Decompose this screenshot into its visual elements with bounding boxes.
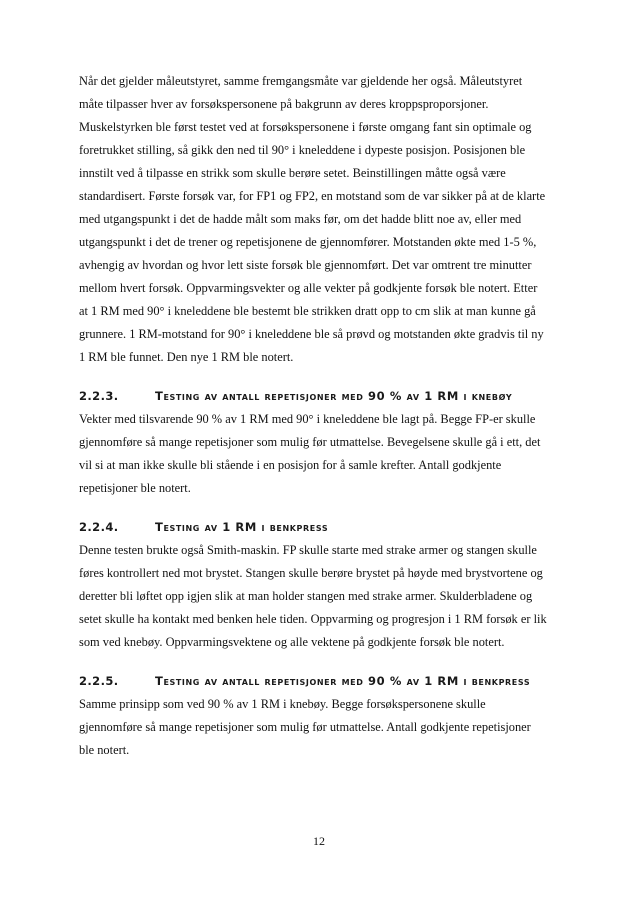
section-heading-2-2-5 bbox=[79, 670, 559, 693]
section-heading-2-2-4 bbox=[79, 516, 559, 539]
section-body-2-2-3: Vekter med tilsvarende 90 % av 1 RM med 90° i kneleddene ble lagt på. Begge FP-er skulle gjennomføre så mange repetisjoner som mulig før utmattelse. Bevegelsene skulle gå i ett, det vil si at man ikke skulle bli stående i en posisjon for å samle krefter. Antall godkjente repetisjoner ble notert. bbox=[79, 412, 541, 495]
section-title: Testing av antall repetisjoner med 90 % av 1 RM i knebøy bbox=[155, 389, 513, 403]
page-number: 12 bbox=[313, 834, 325, 848]
document-page bbox=[79, 70, 559, 762]
section-heading-2-2-3 bbox=[79, 385, 559, 408]
section-number: 2.2.4. bbox=[79, 520, 119, 534]
intro-paragraph: Når det gjelder måleutstyret, samme fremgangsmåte var gjeldende her også. Måleutstyret måte tilpasser hver av forsøkspersonene på bakgrunn av deres kroppsproporsjoner. Muskelstyrken ble først testet ved at forsøkspersonene i første omgang fant sin optimale og foretrukket stilling, så gikk den ned til 90° i kneleddene i dypeste posisjon. Posisjonen ble innstilt ved å tilpasse en strikk som skulle berøre setet. Beinstillingen måtte også være standardisert. Første forsøk var, for FP1 og FP2, en motstand som de var sikker på at de klarte med utgangspunkt i det de hadde målt som maks før, om det hadde blitt noe av, eller med utgangspunkt i det de trener og repetisjonene de gjennomfører. Motstanden økte med 1-5 %, avhengig av hvordan og hvor lett siste forsøk ble gjennomført. Det var omtrent tre minutter mellom hvert forsøk. Oppvarmingsvekter og alle vekter på godkjente forsøk ble notert. Etter at 1 RM med 90° i kneleddene ble bestemt ble strikken dratt opp to cm slik at man kunne gå grunnere. 1 RM-motstand for 90° i kneleddene ble så prøvd og motstanden økte gradvis til ny 1 RM ble funnet. Den nye 1 RM ble notert. bbox=[79, 74, 546, 364]
section-title: Testing av antall repetisjoner med 90 % av 1 RM i benkpress bbox=[155, 674, 531, 688]
section-title: Testing av 1 RM i benkpress bbox=[155, 520, 329, 534]
section-number: 2.2.3. bbox=[79, 389, 119, 403]
section-body-2-2-5: Samme prinsipp som ved 90 % av 1 RM i knebøy. Begge forsøkspersonene skulle gjennomføre så mange repetisjoner som mulig før utmattelse. Antall godkjente repetisjoner ble notert. bbox=[79, 697, 531, 757]
section-body-2-2-4: Denne testen brukte også Smith-maskin. FP skulle starte med strake armer og stangen skulle føres kontrollert ned mot brystet. Stangen skulle berøre brystet på høyde med brystvortene og deretter bli løftet opp igjen slik at man holder stangen med strake armer. Skulderbladene og setet skulle ha kontakt med benken hele tiden. Oppvarming og progresjon i 1 RM forsøk er lik som ved knebøy. Oppvarmingsvektene og alle vektene på godkjente forsøk ble notert. bbox=[79, 543, 547, 649]
section-number: 2.2.5. bbox=[79, 674, 119, 688]
